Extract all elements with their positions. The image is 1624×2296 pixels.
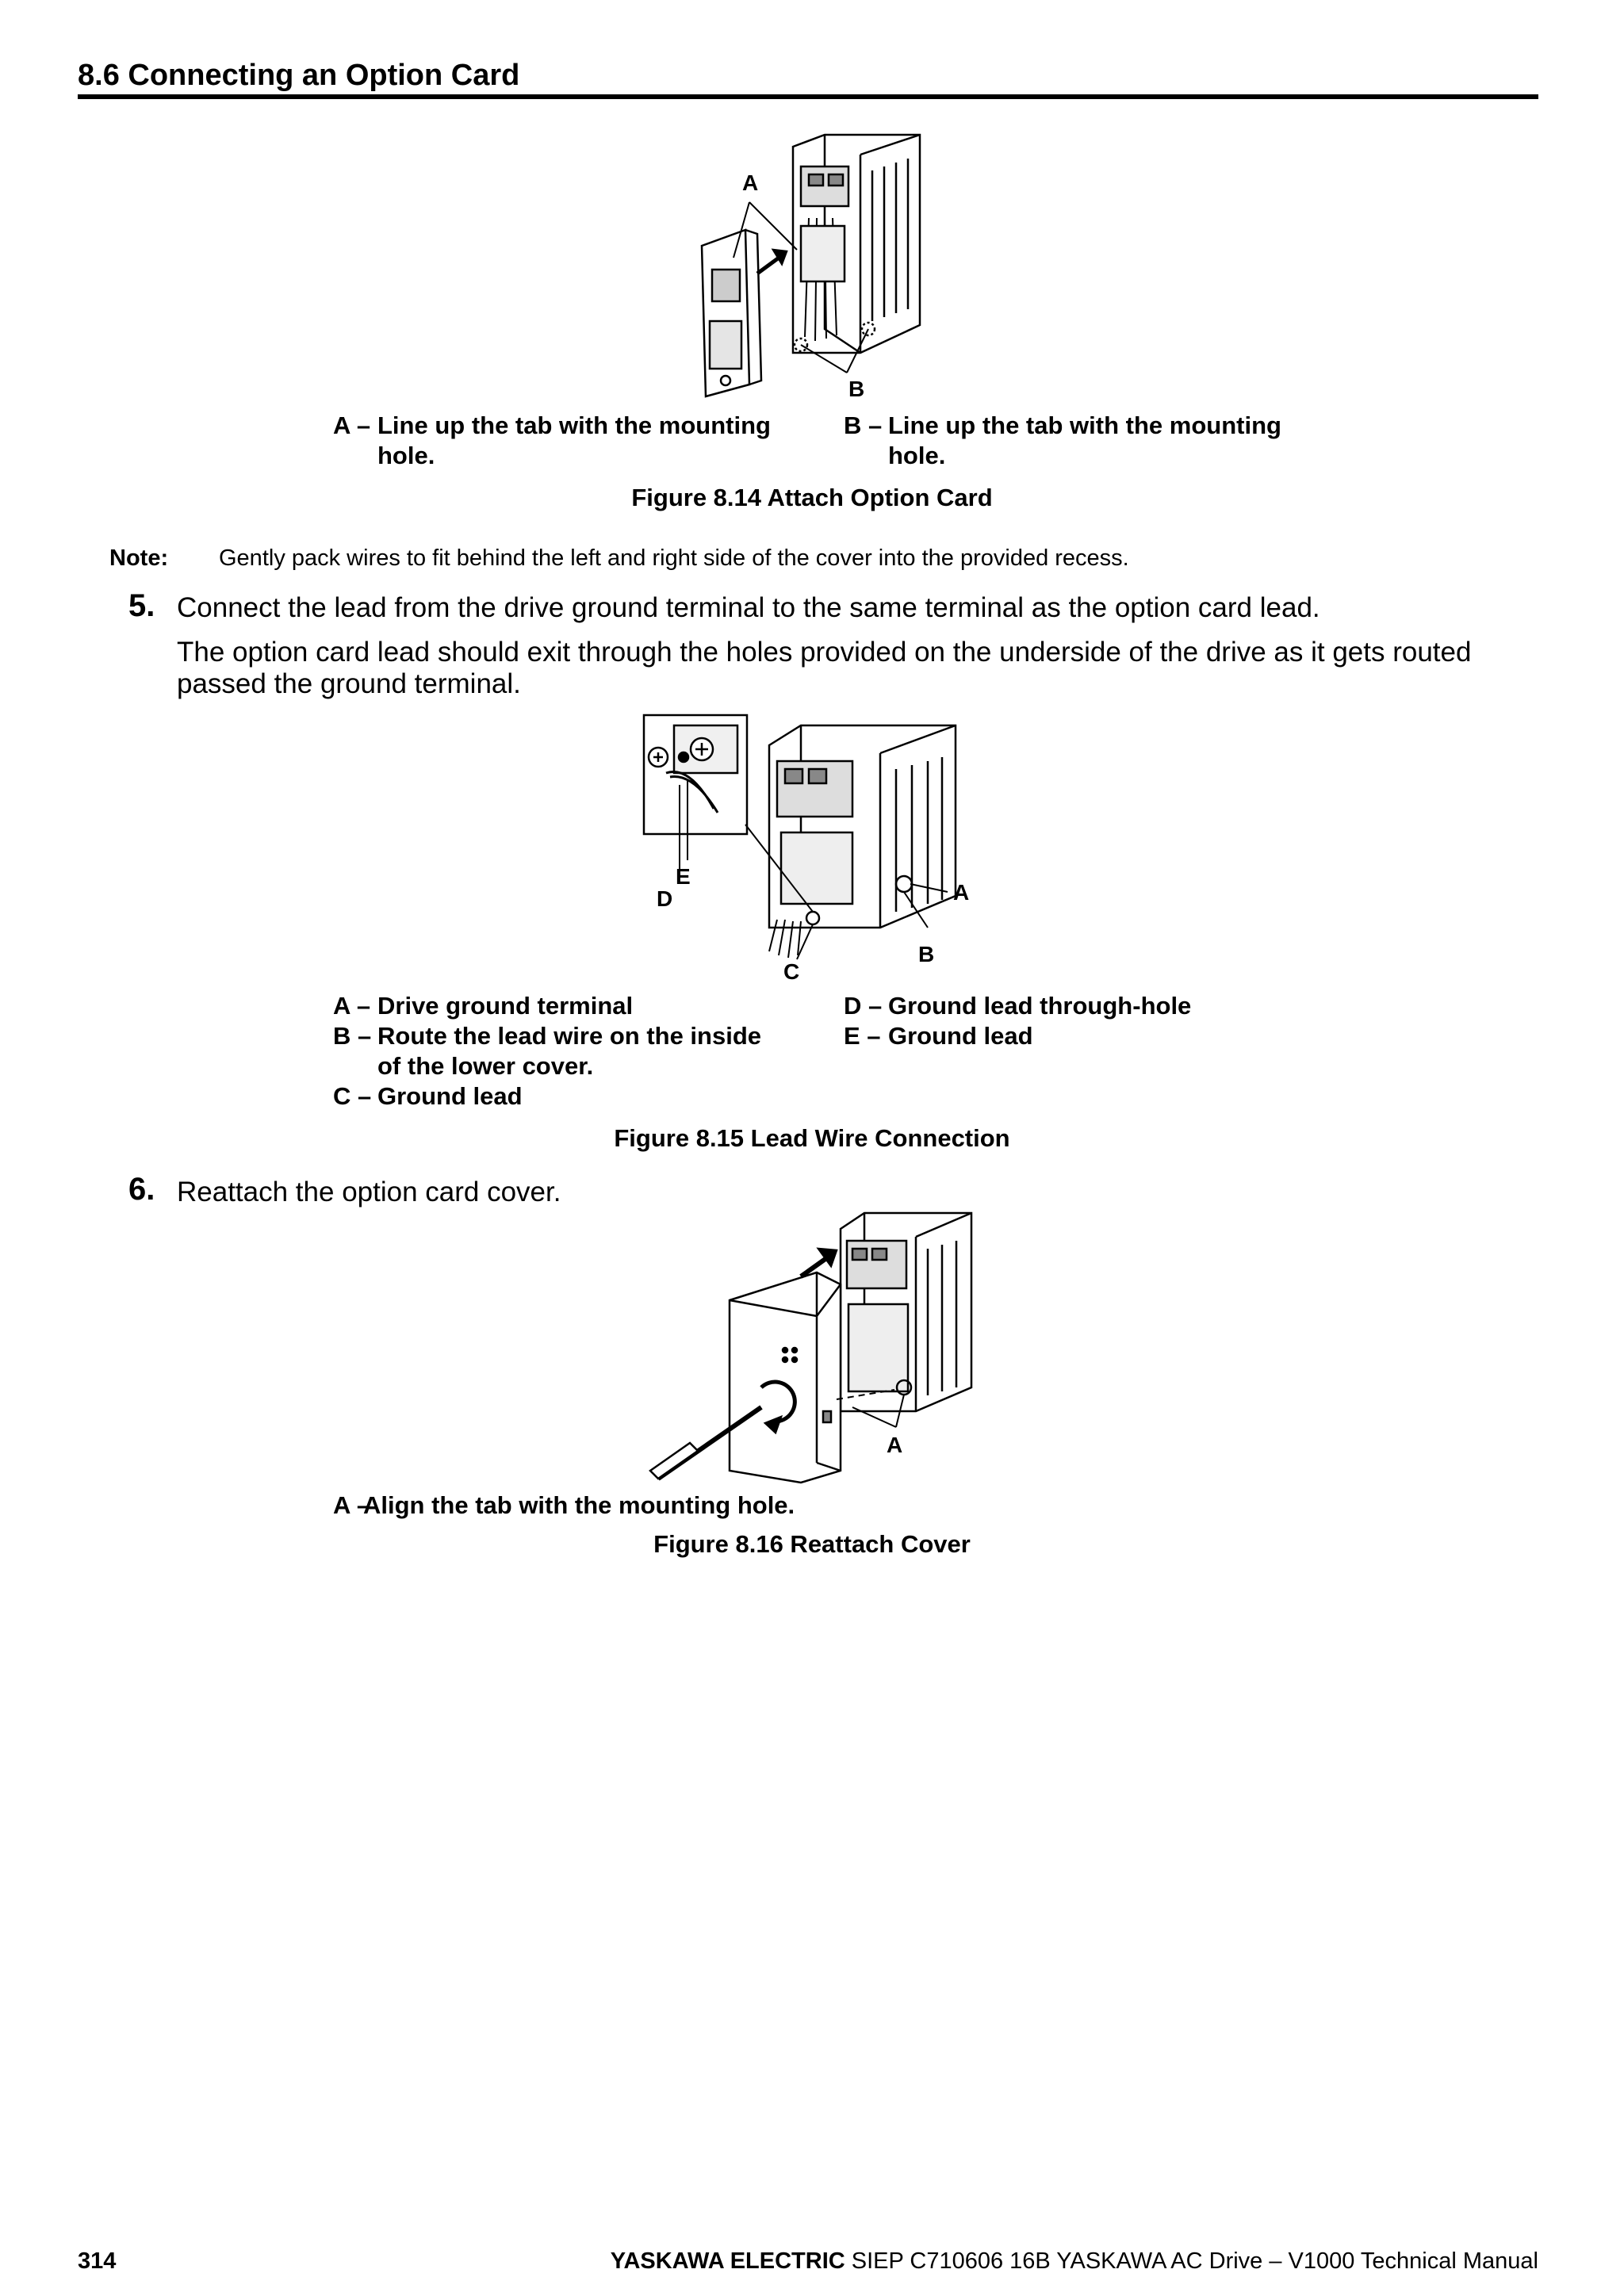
figure-8-15-caption: Figure 8.15 Lead Wire Connection [614,1124,1010,1152]
callout-a: A [742,170,759,195]
legend-key: A – [333,1491,371,1519]
legend-text: Line up the tab with the mounting hole. [888,411,1281,469]
legend-key: E – [844,1022,881,1050]
note-label: Note: [109,545,169,571]
figure-8-15-illustration [642,714,975,983]
legend-key: A – [333,411,371,439]
figure-8-16-caption: Figure 8.16 Reattach Cover [653,1530,971,1558]
figure-8-14-caption: Figure 8.14 Attach Option Card [631,484,993,511]
legend-item [333,1490,1047,1521]
footer-doc-info [611,2248,1538,2275]
legend-text: Route the lead wire on the inside of the lower cover. [377,1022,762,1080]
figure-8-16-illustration [642,1209,975,1487]
callout-c: C [783,959,800,984]
legend-key: C – [333,1082,372,1110]
callout-b: B [918,942,935,966]
footer-brand: YASKAWA ELECTRIC [610,2248,845,2274]
legend-text: Ground lead [888,1022,1033,1050]
step-6-text: Reattach the option card cover. [177,1177,561,1207]
legend-text: Line up the tab with the mounting hole. [377,411,771,469]
step-5-text: Connect the lead from the drive ground terminal to the same terminal as the option card lead. [177,592,1320,623]
callout-d: D [657,886,673,911]
legend-key: D – [844,992,883,1020]
footer-doc: SIEP C710606 16B YASKAWA AC Drive – V1000 Technical Manual [845,2248,1538,2274]
legend-item [844,991,1320,1021]
legend-item [333,1021,785,1081]
figure-8-16-legend [333,1490,1047,1521]
callout-b: B [848,377,865,401]
step-5-detail: The option card lead should exit through the holes provided on the underside of the drive as it gets routed passed the ground terminal. [177,637,1472,699]
legend-key: B – [333,1022,372,1050]
figure-8-14-legend-left [333,411,785,471]
figure-8-14-legend-right [844,411,1296,471]
callout-a: A [887,1433,903,1457]
legend-text: Drive ground terminal [377,992,634,1020]
step-number-6: 6. [128,1172,155,1207]
legend-item [844,1021,1320,1051]
legend-text: Align the tab with the mounting hole. [363,1491,795,1519]
legend-item [333,991,785,1021]
legend-text: Ground lead through-hole [888,992,1192,1020]
callout-e: E [676,864,691,889]
section-title: 8.6 Connecting an Option Card [78,59,520,92]
figure-8-15-legend-left [333,991,785,1112]
callout-a: A [953,880,970,905]
figure-8-14-illustration [690,131,959,412]
step-number-5: 5. [128,588,155,623]
legend-key: B – [844,411,883,439]
legend-text: Ground lead [377,1082,523,1110]
legend-item [333,411,785,471]
header-rule [78,94,1538,99]
figure-8-15-legend-right [844,991,1320,1051]
note-text: Gently pack wires to fit behind the left and right side of the cover into the provided recess. [219,545,1129,571]
legend-item [844,411,1296,471]
legend-key: A – [333,992,371,1020]
page-number: 314 [78,2248,117,2274]
legend-item [333,1081,785,1112]
